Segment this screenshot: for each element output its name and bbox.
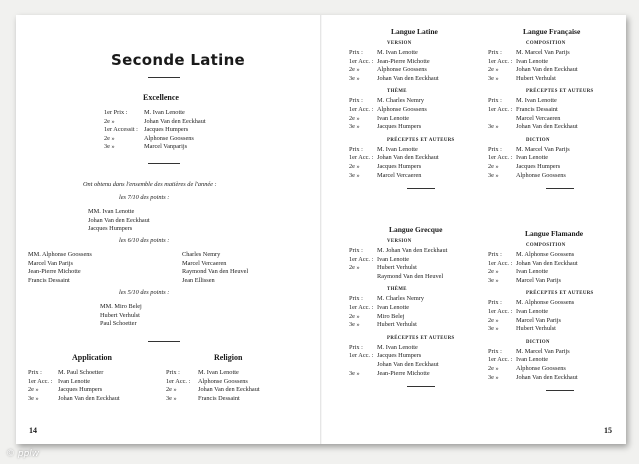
- award-rank: Prix :: [488, 347, 502, 355]
- award-name: Johan Van den Eeckhaut: [377, 74, 439, 82]
- page-number: 14: [29, 426, 37, 435]
- award-name: Johan Van den Eeckhaut: [377, 154, 439, 162]
- award-name: M. Charles Nemry: [377, 295, 425, 303]
- divider: [546, 390, 574, 391]
- award-name: M. Ivan Lenotte: [377, 343, 418, 351]
- right-page: [321, 15, 626, 444]
- award-rank: Prix :: [349, 343, 363, 351]
- award-name: Marcel Vanparijs: [144, 143, 188, 151]
- divider: [546, 188, 574, 189]
- award-name: M. Johan Van den Eeckhaut: [377, 247, 448, 254]
- award-name: M. Ivan Lenotte: [516, 97, 557, 105]
- award-name: M. Ivan Lenotte: [198, 369, 239, 376]
- divider: [407, 188, 435, 189]
- award-rank: Prix :: [349, 97, 363, 105]
- award-rank: 3e »: [349, 74, 360, 82]
- award-name: Alphonse Goossens: [198, 377, 248, 385]
- award-rank: 3e »: [488, 276, 499, 284]
- award-name: M. Paul Schoetter: [58, 369, 104, 376]
- student-name: Jacques Humpers: [88, 225, 133, 233]
- award-name: Johan Van den Eeckhaut: [516, 373, 578, 381]
- student-name: MM. Alphonse Goossens: [28, 251, 92, 258]
- award-rank: Prix :: [488, 251, 502, 258]
- award-name: Marcel Van Parijs: [516, 276, 562, 284]
- award-name: Francis Dessaint: [516, 106, 558, 113]
- student-name: Hubert Verhulst: [100, 311, 140, 319]
- award-name: M. Marcel Van Parijs: [516, 49, 570, 56]
- award-name: Ivan Lenotte: [377, 114, 409, 122]
- award-rank: 3e »: [488, 123, 499, 131]
- subsection-heading: PRÉCEPTES ET AUTEURS: [387, 137, 455, 143]
- award-rank: Prix :: [28, 369, 42, 376]
- religion-heading: Religion: [214, 353, 243, 362]
- award-rank: 2e »: [349, 163, 360, 170]
- award-name: Johan Van den Eeckhaut: [377, 361, 439, 368]
- section-heading: Langue Latine: [391, 27, 438, 36]
- award-rank: Prix :: [488, 145, 502, 153]
- points-610-label: les 6/10 des points :: [119, 237, 170, 244]
- student-name: Francis Dessaint: [28, 276, 70, 284]
- student-name: Johan Van den Eeckhaut: [88, 216, 150, 224]
- award-rank: 2e »: [488, 66, 499, 74]
- divider: [407, 386, 435, 387]
- subsection-heading: PRÉCEPTES ET AUTEURS: [526, 89, 594, 95]
- award-name: M. Charles Nemry: [377, 97, 425, 105]
- award-name: M. Alphonse Goossens: [516, 251, 575, 258]
- award-name: Jacques Humpers: [377, 163, 422, 170]
- award-rank: 3e »: [349, 369, 360, 377]
- award-rank: 1er Acc. :: [349, 106, 374, 113]
- student-name: Raymond Van den Heuvel: [182, 268, 249, 276]
- award-name: Jacques Humpers: [377, 123, 422, 131]
- award-rank: 1er Acc. :: [349, 352, 374, 360]
- award-name: M. Alphonse Goossens: [516, 299, 575, 307]
- award-rank: 3e »: [488, 74, 499, 82]
- award-rank: 1er Acc. :: [349, 304, 374, 311]
- award-name: Jacques Humpers: [58, 386, 103, 394]
- award-rank: 1er Acc. :: [488, 356, 513, 364]
- award-rank: 3e »: [488, 171, 499, 179]
- award-rank: Prix :: [166, 369, 180, 376]
- award-rank: 3e »: [166, 394, 177, 402]
- student-name: Jean Ellissen: [182, 276, 215, 284]
- award-name: Raymond Van den Heuvel: [377, 272, 444, 280]
- award-rank: Prix :: [349, 145, 363, 153]
- award-name: Hubert Verhulst: [377, 321, 417, 329]
- award-name: Johan Van den Eeckhaut: [144, 117, 206, 125]
- award-rank: 3e »: [488, 373, 499, 381]
- award-name: Miro Belej: [377, 312, 405, 320]
- award-rank: 3e »: [28, 394, 39, 402]
- section-heading: Langue Flamande: [525, 229, 584, 238]
- award-rank: 1er Accessit :: [104, 126, 138, 134]
- student-name: MM. Miro Belej: [100, 303, 142, 310]
- award-rank: 1er Acc. :: [488, 106, 513, 113]
- award-rank: 1er Acc. :: [488, 154, 513, 162]
- award-name: Jacques Humpers: [516, 163, 561, 170]
- award-rank: 3e »: [104, 143, 115, 151]
- award-rank: 2e »: [166, 386, 177, 394]
- award-rank: 2e »: [488, 365, 499, 372]
- award-name: Alphonse Goossens: [516, 171, 566, 179]
- award-name: Ivan Lenotte: [58, 377, 90, 385]
- award-name: Hubert Verhulst: [377, 264, 417, 272]
- award-rank: Prix :: [349, 49, 363, 56]
- award-rank: 2e »: [28, 386, 39, 394]
- award-name: Jean-Pierre Michotte: [377, 57, 430, 65]
- subsection-heading: PRÉCEPTES ET AUTEURS: [387, 335, 455, 341]
- subsection-heading: DICTION: [526, 339, 550, 345]
- award-rank: 3e »: [349, 321, 360, 329]
- award-name: Jacques Humpers: [144, 126, 189, 134]
- award-name: Marcel Vercaeren: [377, 171, 422, 179]
- points-710-label: les 7/10 des points :: [119, 194, 170, 201]
- award-name: M. Ivan Lenotte: [377, 145, 418, 153]
- award-rank: Prix :: [349, 247, 363, 254]
- award-rank: 2e »: [349, 114, 360, 122]
- award-name: Ivan Lenotte: [516, 57, 548, 65]
- award-name: M. Ivan Lenotte: [377, 49, 418, 56]
- award-rank: 1er Prix :: [104, 109, 128, 116]
- award-name: Johan Van den Eeckhaut: [516, 66, 578, 74]
- subsection-heading: COMPOSITION: [526, 243, 566, 248]
- award-name: M. Marcel Van Parijs: [516, 145, 570, 153]
- award-name: Johan Van den Eeckhaut: [198, 386, 260, 394]
- award-name: Alphonse Goossens: [516, 365, 566, 372]
- student-name: Marcel Vercaeren: [182, 259, 227, 267]
- student-name: Marcel Van Parijs: [28, 259, 74, 267]
- award-rank: Prix :: [488, 299, 502, 307]
- points-510-label: les 5/10 des points :: [119, 289, 170, 296]
- award-rank: 2e »: [104, 117, 115, 125]
- award-name: Ivan Lenotte: [516, 308, 548, 315]
- subsection-heading: THÈME: [387, 89, 407, 95]
- award-rank: 1er Acc. :: [349, 255, 374, 263]
- award-name: Jacques Humpers: [377, 352, 422, 360]
- award-rank: Prix :: [488, 97, 502, 105]
- subsection-heading: VERSION: [387, 41, 412, 46]
- divider: [148, 163, 180, 164]
- student-name: Paul Schoetter: [100, 320, 137, 328]
- section-heading: Langue Française: [523, 27, 581, 36]
- award-name: Ivan Lenotte: [516, 154, 548, 162]
- award-name: Alphonse Goossens: [377, 66, 427, 74]
- page-number: 15: [604, 426, 612, 435]
- award-name: Marcel Van Parijs: [516, 316, 562, 324]
- award-name: Ivan Lenotte: [516, 268, 548, 276]
- award-rank: 1er Acc. :: [488, 57, 513, 65]
- award-name: Johan Van den Eeckhaut: [516, 259, 578, 267]
- page-title: Seconde Latine: [111, 51, 246, 69]
- award-rank: 2e »: [488, 316, 499, 324]
- award-rank: 1er Acc. :: [166, 377, 191, 385]
- award-rank: 2e »: [349, 264, 360, 272]
- divider: [148, 77, 180, 78]
- application-heading: Application: [72, 353, 113, 362]
- award-name: Alphonse Goossens: [144, 134, 194, 142]
- award-rank: Prix :: [349, 295, 363, 303]
- award-name: Hubert Verhulst: [516, 74, 556, 82]
- award-name: Ivan Lenotte: [377, 304, 409, 311]
- award-name: Jean-Pierre Michotte: [377, 369, 430, 377]
- subsection-heading: PRÉCEPTES ET AUTEURS: [526, 291, 594, 297]
- award-rank: 2e »: [104, 134, 115, 142]
- divider: [148, 341, 180, 342]
- award-rank: 3e »: [349, 123, 360, 131]
- award-rank: 2e »: [488, 268, 499, 276]
- award-name: Ivan Lenotte: [377, 255, 409, 263]
- booklet-spread: [16, 15, 626, 444]
- excellence-heading: Excellence: [143, 93, 179, 102]
- points-intro: Ont obtenu dans l'ensemble des matières de l'année :: [83, 181, 217, 188]
- award-rank: 1er Acc. :: [488, 308, 513, 315]
- award-name: M. Ivan Lenotte: [144, 109, 185, 116]
- award-name: Johan Van den Eeckhaut: [516, 123, 578, 131]
- subsection-heading: DICTION: [526, 137, 550, 143]
- subsection-heading: COMPOSITION: [526, 41, 566, 46]
- award-name: Hubert Verhulst: [516, 325, 556, 333]
- section-heading: Langue Grecque: [389, 225, 443, 234]
- left-page: [16, 15, 321, 444]
- award-rank: 1er Acc. :: [349, 154, 374, 162]
- award-name: Marcel Vercaeren: [516, 114, 561, 122]
- student-name: MM. Ivan Lenotte: [88, 208, 135, 215]
- award-rank: 2e »: [349, 312, 360, 320]
- award-rank: 3e »: [349, 171, 360, 179]
- subsection-heading: THÈME: [387, 287, 407, 293]
- award-rank: 1er Acc. :: [349, 57, 374, 65]
- award-rank: 3e »: [488, 325, 499, 333]
- award-rank: 1er Acc. :: [488, 259, 513, 267]
- award-name: Johan Van den Eeckhaut: [58, 394, 120, 402]
- award-rank: 1er Acc. :: [28, 377, 53, 385]
- award-name: Ivan Lenotte: [516, 356, 548, 364]
- award-name: M. Marcel Van Parijs: [516, 347, 570, 355]
- watermark: © pplw: [6, 449, 40, 459]
- award-rank: 2e »: [349, 66, 360, 74]
- award-rank: Prix :: [488, 49, 502, 56]
- award-name: Alphonse Goossens: [377, 106, 427, 113]
- student-name: Jean-Pierre Michotte: [28, 268, 81, 276]
- subsection-heading: VERSION: [387, 239, 412, 244]
- award-name: Francis Dessaint: [198, 394, 240, 402]
- student-name: Charles Nemry: [182, 251, 221, 258]
- award-rank: 2e »: [488, 163, 499, 170]
